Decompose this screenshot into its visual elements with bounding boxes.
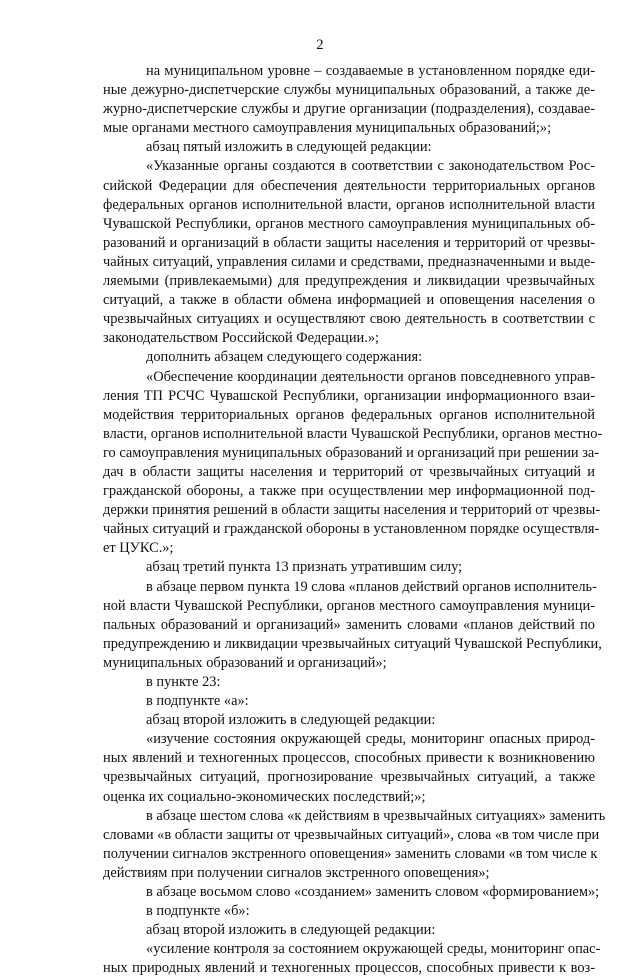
text-line: муниципальных образований и организаций»; bbox=[103, 654, 387, 671]
text-line: Чувашской Республики, органов местного самоуправления муниципальных об- bbox=[103, 215, 595, 232]
text-line: дач в области защиты населения и территорий от чрезвычайных ситуаций и bbox=[103, 463, 595, 480]
text-line: ных природных явлений и техногенных процессов, способных привести к воз- bbox=[103, 960, 595, 977]
text-line: абзац третий пункта 13 признать утратившим силу; bbox=[146, 559, 463, 576]
text-line: оценка их социально-экономических последствий;»; bbox=[103, 788, 426, 805]
text-line: ной власти Чувашской Республики, органов местного самоуправления муници- bbox=[103, 597, 595, 614]
text-line: гражданской обороны, а также при осуществлении мер информационной под- bbox=[103, 483, 595, 500]
text-line: чайных ситуаций и гражданской обороны в установленном порядке осуществля- bbox=[103, 521, 600, 538]
text-line: ные дежурно-диспетчерские службы муниципальных образований, а также де- bbox=[103, 82, 595, 99]
text-line: пальных образований и организаций» заменить словами «планов действий по bbox=[103, 616, 595, 633]
text-line: в подпункте «а»: bbox=[146, 693, 249, 710]
text-line: «усиление контроля за состоянием окружающей среды, мониторинг опас- bbox=[146, 941, 601, 958]
text-line: ет ЦУКС.»; bbox=[103, 540, 174, 557]
text-line: чрезвычайных ситуаций, прогнозирование чрезвычайных ситуаций, а также bbox=[103, 769, 595, 786]
text-line: действиям при получении сигналов экстренного оповещения»; bbox=[103, 864, 490, 881]
text-line: сийской Федерации для обеспечения деятельности территориальных органов bbox=[103, 177, 595, 194]
text-line: держки принятия решений в области защиты населения и территорий от чрезвы- bbox=[103, 502, 601, 519]
text-line: чрезвычайных ситуациях и осуществляют свою деятельность в соответствии с bbox=[103, 311, 595, 328]
text-line: власти, органов исполнительной власти Чувашской Республики, органов местно- bbox=[103, 425, 603, 442]
text-line: словами «в области защиты от чрезвычайных ситуаций», слова «в том числе при bbox=[103, 826, 600, 843]
text-line: абзац второй изложить в следующей редакции: bbox=[146, 922, 436, 939]
text-line: чайных ситуаций, управления силами и средствами, предназначенными и выде- bbox=[103, 253, 595, 270]
text-line: абзац второй изложить в следующей редакции: bbox=[146, 712, 436, 729]
text-line: законодательством Российской Федерации.»; bbox=[103, 330, 380, 347]
page-number: 2 bbox=[316, 37, 324, 53]
text-line: в абзаце восьмом слово «созданием» заменить словом «формированием»; bbox=[146, 884, 600, 901]
text-line: ляемыми (привлекаемыми) для предупреждения и ликвидации чрезвычайных bbox=[103, 273, 595, 290]
text-line: в абзаце первом пункта 19 слова «планов действий органов исполнитель- bbox=[146, 578, 597, 595]
text-line: федеральных органов исполнительной власти, органов исполнительной власти bbox=[103, 196, 595, 213]
text-line: разований и организаций в области защиты населения и территорий от чрезвы- bbox=[103, 234, 595, 251]
text-line: ситуаций, а также в области обмена информацией и оповещения населения о bbox=[103, 292, 595, 309]
text-line: журно-диспетчерские службы и другие организации (подразделения), создавае- bbox=[103, 101, 595, 118]
text-line: в подпункте «б»: bbox=[146, 903, 250, 920]
text-line: абзац пятый изложить в следующей редакции: bbox=[146, 139, 432, 156]
text-line: мые органами местного самоуправления муниципальных образований;»; bbox=[103, 120, 552, 137]
text-line: на муниципальном уровне – создаваемые в установленном порядке еди- bbox=[146, 63, 595, 79]
text-line: получении сигналов экстренного оповещения» заменить словами «в том числе к bbox=[103, 845, 598, 862]
text-line: дополнить абзацем следующего содержания: bbox=[146, 349, 423, 366]
document-body bbox=[103, 62, 606, 979]
text-line: в абзаце шестом слова «к действиям в чрезвычайных ситуациях» заменить bbox=[146, 807, 606, 824]
text-line: «Указанные органы создаются в соответствии с законодательством Рос- bbox=[146, 158, 595, 175]
text-line: «Обеспечение координации деятельности органов повседневного управ- bbox=[146, 368, 595, 385]
text-line: предупреждению и ликвидации чрезвычайных ситуаций Чувашской Республики, bbox=[103, 635, 602, 652]
text-line: в пункте 23: bbox=[146, 674, 221, 690]
text-line: ных явлений и техногенных процессов, способных привести к возникновению bbox=[103, 750, 595, 767]
text-line: модействия территориальных органов федеральных органов исполнительной bbox=[103, 406, 595, 423]
text-line: го самоуправления муниципальных образований и организаций при решении за- bbox=[103, 444, 600, 461]
text-line: ления ТП РСЧС Чувашской Республики, организации информационного взаи- bbox=[103, 387, 595, 404]
text-line: «изучение состояния окружающей среды, мониторинг опасных природ- bbox=[146, 731, 595, 748]
